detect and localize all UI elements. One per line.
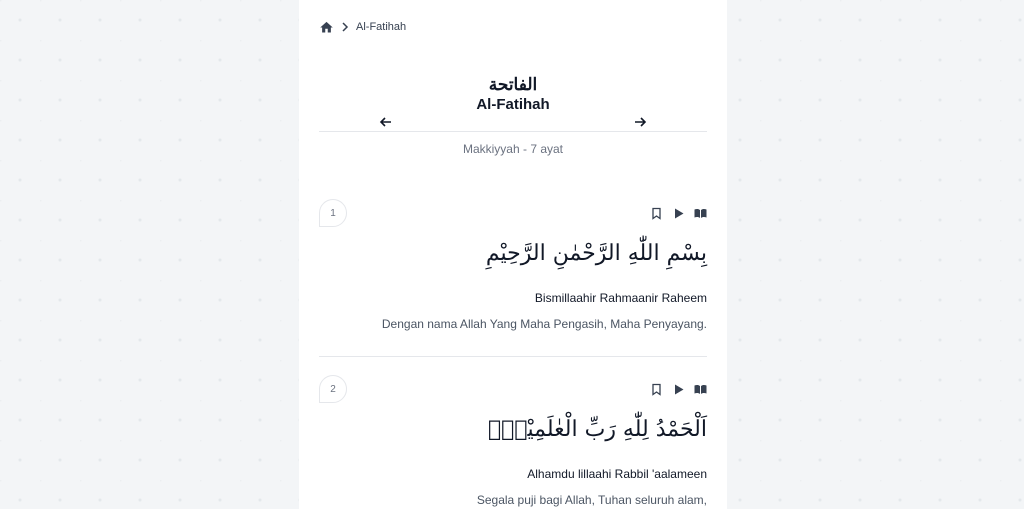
chevron-right-icon (340, 21, 350, 33)
bookmark-icon[interactable] (650, 207, 663, 220)
surah-info: Makkiyyah - 7 ayat (462, 142, 564, 156)
book-open-icon[interactable] (694, 383, 707, 396)
surah-navigation (319, 115, 707, 132)
play-icon[interactable] (672, 207, 685, 220)
breadcrumb (319, 18, 406, 36)
play-icon[interactable] (672, 383, 685, 396)
verse-actions (650, 207, 707, 220)
arrow-left-icon[interactable] (379, 115, 393, 129)
verse-item (319, 199, 707, 349)
verse-actions (650, 383, 707, 396)
verse-item (319, 375, 707, 509)
verse-translation: Segala puji bagi Allah, Tuhan seluruh alam, (476, 493, 707, 507)
surah-page (299, 0, 727, 509)
breadcrumb-current[interactable]: Al-Fatihah (356, 21, 407, 33)
bookmark-icon[interactable] (650, 383, 663, 396)
verse-arabic: بِسْمِ اللّٰهِ الرَّحْمٰنِ الرَّحِيْمِ (485, 241, 707, 266)
home-icon[interactable] (319, 20, 334, 35)
book-open-icon[interactable] (694, 207, 707, 220)
verse-translation: Dengan nama Allah Yang Maha Pengasih, Maha Penyayang. (381, 317, 707, 331)
surah-header (319, 74, 707, 114)
verse-number: 1 (319, 199, 347, 227)
verse-transliteration: Bismillaahir Rahmaanir Raheem (534, 291, 707, 305)
verse-transliteration: Alhamdu lillaahi Rabbil 'aalameen (527, 467, 707, 481)
verse-divider (319, 356, 707, 357)
verse-number: 2 (319, 375, 347, 403)
surah-title-arabic: الفاتحة (488, 75, 538, 95)
surah-title-latin: Al-Fatihah (476, 96, 550, 113)
arrow-right-icon[interactable] (633, 115, 647, 129)
verse-arabic: اَلْحَمْدُ لِلّٰهِ رَبِّ الْعٰلَمِيْنَۙ (487, 417, 707, 442)
